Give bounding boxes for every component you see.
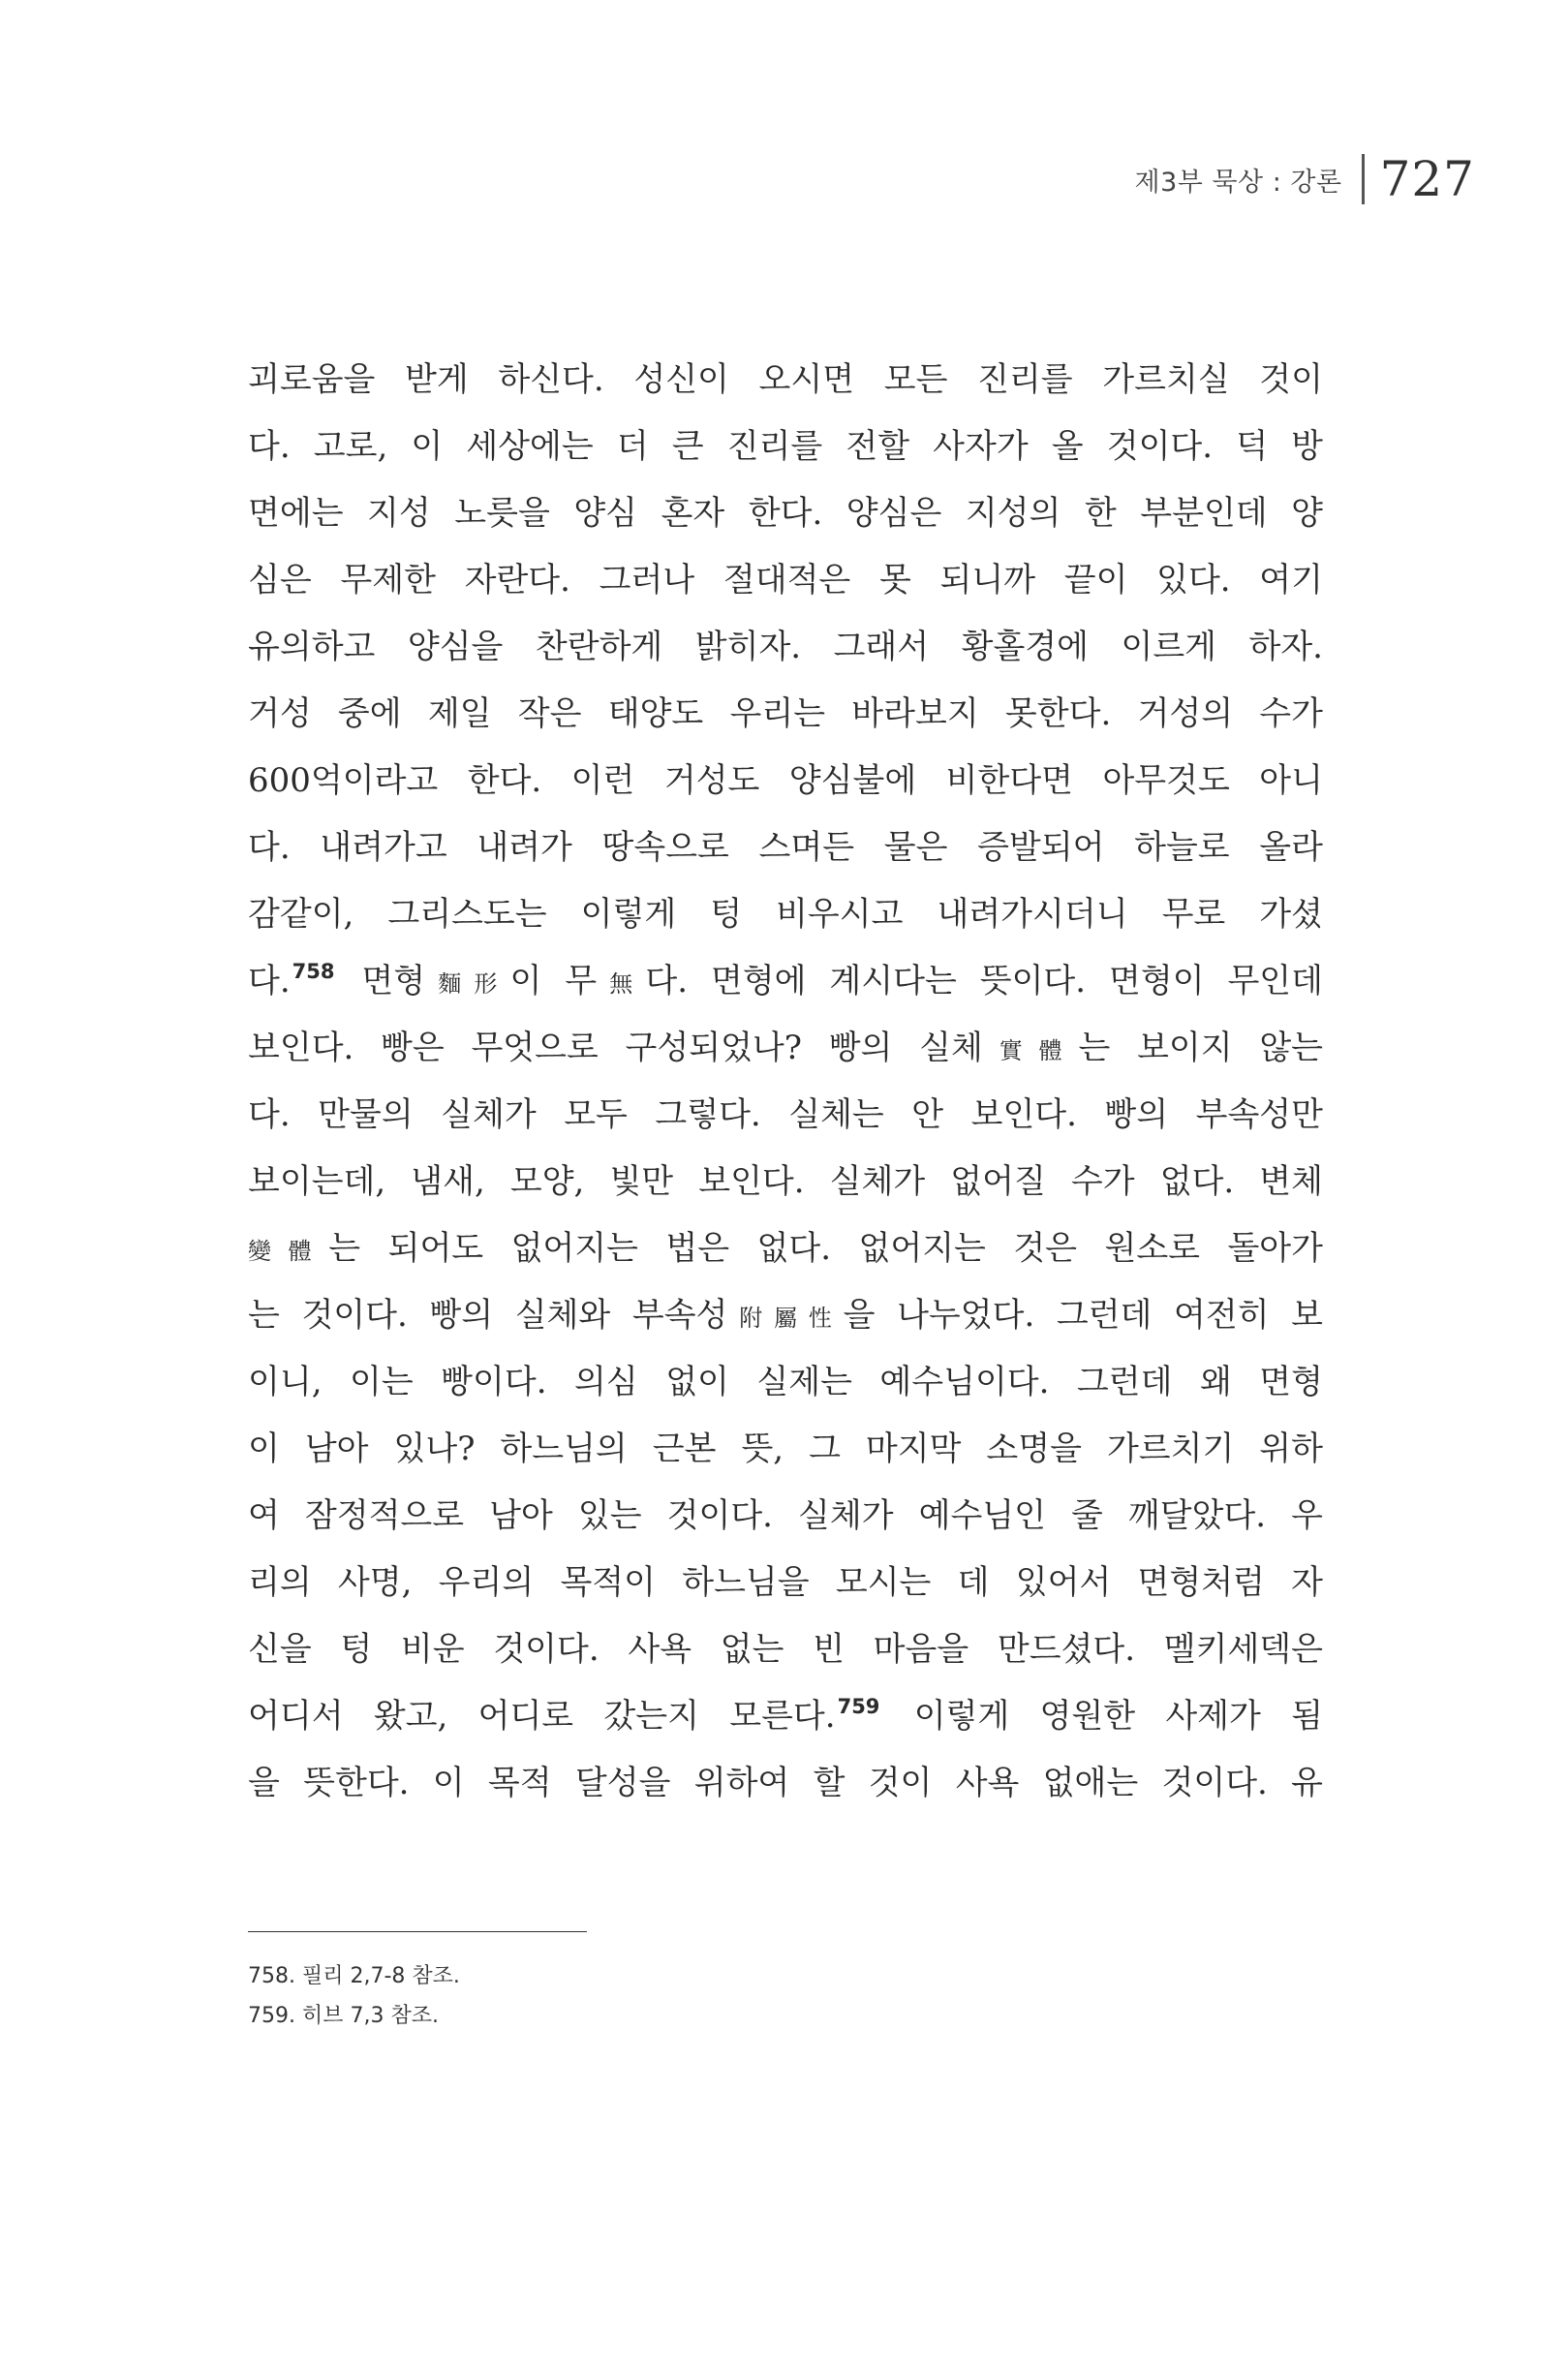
- footnote-separator: [248, 1931, 587, 1932]
- hanja-annotation: 實體: [982, 1037, 1079, 1064]
- text-line: [248, 1282, 1323, 1349]
- text-run: 을 나누었다. 그런데 여전히 보: [843, 1296, 1323, 1335]
- text-line: 보이는데, 냄새, 모양, 빛만 보인다. 실체가 없어질 수가 없다. 변체: [248, 1162, 1323, 1201]
- text-line: 600억이라고 한다. 이런 거성도 양심불에 비한다면 아무것도 아니: [248, 761, 1323, 800]
- body-text: [248, 347, 1323, 1817]
- text-line: [248, 1015, 1323, 1082]
- text-line: 여 잠정적으로 남아 있는 것이다. 실체가 예수님인 줄 깨달았다. 우: [248, 1496, 1323, 1535]
- header-divider: [1362, 154, 1365, 204]
- text-run: 보인다. 빵은 무엇으로 구성되었나? 빵의 실체: [248, 1029, 983, 1067]
- text-line: 심은 무제한 자란다. 그러나 절대적은 못 되니까 끝이 있다. 여기: [248, 561, 1323, 600]
- text-line: 감같이, 그리스도는 이렇게 텅 비우시고 내려가시더니 무로 가셨: [248, 895, 1323, 934]
- hanja-annotation: 附屬性: [727, 1305, 844, 1332]
- text-line: 이니, 이는 빵이다. 의심 없이 실제는 예수님이다. 그런데 왜 면형: [248, 1363, 1323, 1401]
- text-line: 유의하고 양심을 찬란하게 밝히자. 그래서 황홀경에 이르게 하자.: [248, 628, 1323, 666]
- text-line: 이 남아 있나? 하느님의 근본 뜻, 그 마지막 소명을 가르치기 위하: [248, 1430, 1323, 1468]
- text-line: 을 뜻한다. 이 목적 달성을 위하여 할 것이 사욕 없애는 것이다. 유: [248, 1764, 1323, 1802]
- text-run: 는 것이다. 빵의 실체와 부속성: [248, 1296, 728, 1335]
- text-run: 이렇게 영원한 사제가 됨: [883, 1697, 1323, 1736]
- footnote-758: 758. 필리 2,7-8 참조.: [248, 1964, 460, 1988]
- text-line: 다. 만물의 실체가 모두 그렇다. 실체는 안 보인다. 빵의 부속성만: [248, 1095, 1323, 1134]
- hanja-annotation: 無: [597, 970, 646, 998]
- footnote-759: 759. 히브 7,3 참조.: [248, 2004, 439, 2028]
- footnote-ref-759[interactable]: 759: [837, 1695, 880, 1718]
- hanja-annotation: 變體: [248, 1238, 329, 1265]
- running-header: [1135, 145, 1475, 213]
- text-line: 거성 중에 제일 작은 태양도 우리는 바라보지 못한다. 거성의 수가: [248, 694, 1323, 733]
- text-line: 신을 텅 비운 것이다. 사욕 없는 빈 마음을 만드셨다. 멜키세덱은: [248, 1630, 1323, 1669]
- text-line: 면에는 지성 노릇을 양심 혼자 한다. 양심은 지성의 한 부분인데 양: [248, 494, 1323, 533]
- text-run: 는 보이지 않는: [1078, 1029, 1323, 1067]
- text-line: [248, 1683, 1323, 1750]
- hanja-annotation: 麵形: [425, 970, 510, 998]
- text-line: 괴로움을 받게 하신다. 성신이 오시면 모든 진리를 가르치실 것이: [248, 360, 1323, 399]
- text-line: 다. 고로, 이 세상에는 더 큰 진리를 전할 사자가 올 것이다. 덕 방: [248, 427, 1323, 466]
- text-run: 어디서 왔고, 어디로 갔는지 모른다.: [248, 1697, 836, 1736]
- text-run: 면형: [338, 962, 426, 1000]
- footnote-ref-758[interactable]: 758: [292, 960, 335, 983]
- text-line: 다. 내려가고 내려가 땅속으로 스며든 물은 증발되어 하늘로 올라: [248, 828, 1323, 867]
- text-line: [248, 948, 1323, 1015]
- text-line: [248, 1215, 1323, 1282]
- text-run: 이 무: [509, 962, 598, 1000]
- text-line: 리의 사명, 우리의 목적이 하느님을 모시는 데 있어서 면형처럼 자: [248, 1563, 1323, 1602]
- text-run: 다.: [248, 962, 291, 1000]
- text-run: 는 되어도 없어지는 법은 없다. 없어지는 것은 원소로 돌아가: [328, 1229, 1323, 1268]
- chapter-title: 제3부 묵상 : 강론: [1134, 167, 1342, 198]
- text-run: 다. 면형에 계시다는 뜻이다. 면형이 무인데: [645, 962, 1323, 1000]
- page-number: 727: [1379, 151, 1475, 207]
- footnotes: [248, 1956, 1120, 2036]
